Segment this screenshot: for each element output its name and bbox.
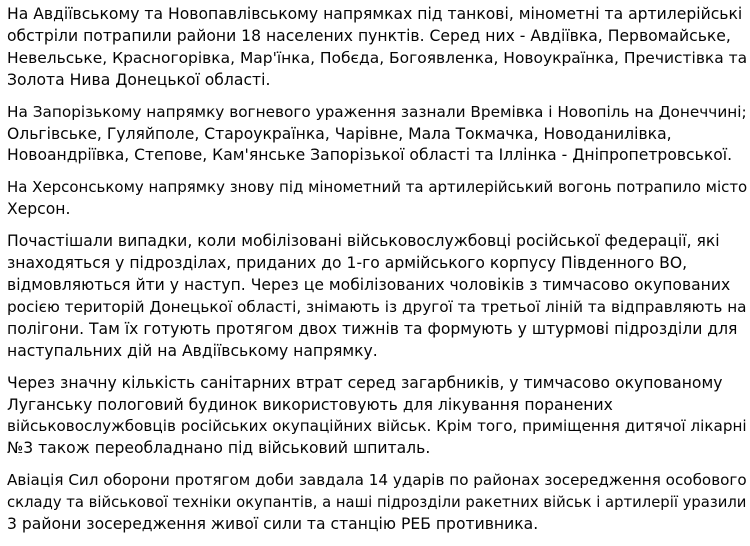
text-line: Почастішали випадки, коли мобілізовані військовослужбовці російської федерації, які: [7, 232, 720, 251]
text-line: На Херсонському напрямку знову під мінометний та артилерійський вогонь потрапило місто: [7, 178, 748, 197]
text-line: відмовляються йти у наступ. Через це мобілізованих чоловіків з тимчасово окупованих: [7, 275, 731, 294]
paragraph-luhansk: [7, 373, 747, 461]
text-line: Херсон.: [7, 200, 71, 219]
post-body: [7, 4, 747, 546]
text-line: наступальних дій на Авдіївському напрямку.: [7, 341, 378, 360]
paragraph-avdiivka: [7, 4, 747, 92]
text-line: На Запорізькому напрямку вогневого ураження зазнали Времівка і Новопіль на Донеччині;: [7, 102, 747, 121]
text-line: складу та військової техніки окупантів, а наші підрозділи ракетних військ і артилерії уразили: [7, 494, 747, 512]
text-line: Золота Нива Донецької області.: [7, 70, 271, 89]
text-line: Авіація Сил оборони протягом доби завдала 14 ударів по районах зосередження особового: [7, 471, 747, 490]
text-line: №3 також переобладнано під військовий шпиталь.: [7, 439, 431, 458]
text-line: військовослужбовців російських окупаційних військ. Крім того, приміщення дитячої лікарні: [7, 417, 747, 436]
text-line: обстріли потрапили райони 18 населених пунктів. Серед них - Авдіївка, Первомайське,: [7, 26, 731, 45]
text-line: Луганську пологовий будинок використовують для лікування поранених: [7, 395, 613, 414]
paragraph-kherson: [7, 177, 747, 221]
text-line: Новоандріївка, Степове, Кам'янське Запорізької області та Іллінка - Дніпропетровської.: [7, 146, 733, 165]
text-line: Невельське, Красногорівка, Мар'їнка, Побєда, Богоявленка, Новоукраїнка, Пречистівка та: [7, 48, 748, 67]
text-line: Через значну кількість санітарних втрат серед загарбників, у тимчасово окупованому: [7, 373, 723, 392]
paragraph-zaporizhzhia: [7, 102, 747, 168]
text-line: росією територій Донецької області, знімають із другої та третьої ліній та відправляють на: [7, 297, 747, 316]
paragraph-mobilized: [7, 231, 747, 362]
text-line: полігони. Там їх готують протягом двох тижнів та формують у штурмові підрозділи для: [7, 319, 738, 338]
text-line: 3 райони зосередження живої сили та станцію РЕБ противника.: [7, 515, 539, 534]
paragraph-aviation: [7, 470, 747, 536]
text-line: На Авдіївському та Новопавлівському напрямках під танкові, мінометні та артилерійські: [7, 5, 743, 23]
text-line: Ольгівське, Гуляйполе, Староукраїнка, Чарівне, Мала Токмачка, Новоданилівка,: [7, 124, 672, 143]
text-line: знаходяться у підрозділах, приданих до 1-го армійського корпусу Південного ВО,: [7, 254, 688, 273]
